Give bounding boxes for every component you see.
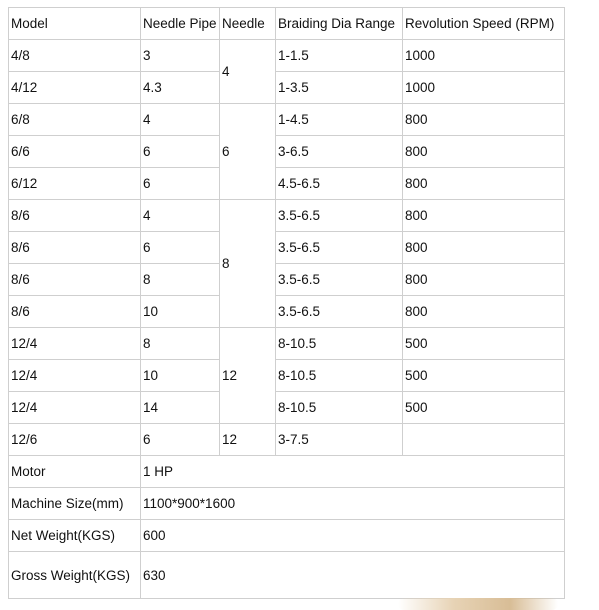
needle-pipe-cell: 6	[141, 424, 220, 456]
speed-cell: 800	[403, 264, 565, 296]
spec-value: 1100*900*1600	[141, 488, 565, 520]
header-revolution-speed: Revolution Speed (RPM)	[403, 8, 565, 40]
table-row	[9, 424, 565, 456]
needle-pipe-cell: 8	[141, 264, 220, 296]
spec-value: 600	[141, 520, 565, 552]
table-row	[9, 328, 565, 360]
braiding-dia-cell: 3-7.5	[276, 424, 403, 456]
spec-label: Motor	[9, 456, 141, 488]
model-cell: 12/4	[9, 328, 141, 360]
speed-cell: 500	[403, 360, 565, 392]
braiding-dia-cell: 1-4.5	[276, 104, 403, 136]
needle-pipe-cell: 10	[141, 360, 220, 392]
needle-cell: 8	[220, 200, 276, 328]
needle-pipe-cell: 8	[141, 328, 220, 360]
table-row	[9, 136, 565, 168]
braiding-dia-cell: 3.5-6.5	[276, 296, 403, 328]
header-braiding-dia-range: Braiding Dia Range	[276, 8, 403, 40]
speed-cell: 800	[403, 296, 565, 328]
model-cell: 8/6	[9, 264, 141, 296]
speed-cell: 800	[403, 232, 565, 264]
header-model: Model	[9, 8, 141, 40]
needle-pipe-cell: 4.3	[141, 72, 220, 104]
spec-value: 630	[141, 552, 565, 599]
table-row	[9, 40, 565, 72]
table-row	[9, 168, 565, 200]
needle-pipe-cell: 6	[141, 136, 220, 168]
spec-row-machine-size	[9, 488, 565, 520]
table-row	[9, 360, 565, 392]
needle-cell: 6	[220, 104, 276, 200]
table-row	[9, 104, 565, 136]
table-row	[9, 200, 565, 232]
header-row	[9, 8, 565, 40]
needle-cell: 12	[220, 328, 276, 424]
model-cell: 12/4	[9, 360, 141, 392]
spec-row-gross-weight	[9, 552, 565, 599]
needle-cell: 4	[220, 40, 276, 104]
braiding-dia-cell: 3-6.5	[276, 136, 403, 168]
speed-cell: 800	[403, 168, 565, 200]
braiding-dia-cell: 3.5-6.5	[276, 232, 403, 264]
model-cell: 12/6	[9, 424, 141, 456]
spec-label: Net Weight(KGS)	[9, 520, 141, 552]
braiding-dia-cell: 4.5-6.5	[276, 168, 403, 200]
model-cell: 8/6	[9, 296, 141, 328]
needle-pipe-cell: 6	[141, 168, 220, 200]
braiding-dia-cell: 1-1.5	[276, 40, 403, 72]
needle-cell: 12	[220, 424, 276, 456]
needle-pipe-cell: 14	[141, 392, 220, 424]
braiding-dia-cell: 8-10.5	[276, 360, 403, 392]
braiding-dia-cell: 3.5-6.5	[276, 264, 403, 296]
braiding-dia-cell: 1-3.5	[276, 72, 403, 104]
braiding-dia-cell: 8-10.5	[276, 328, 403, 360]
model-cell: 6/12	[9, 168, 141, 200]
needle-pipe-cell: 4	[141, 200, 220, 232]
table-row	[9, 296, 565, 328]
needle-pipe-cell: 6	[141, 232, 220, 264]
spec-row-net-weight	[9, 520, 565, 552]
specification-table	[8, 7, 565, 599]
model-cell: 6/6	[9, 136, 141, 168]
model-cell: 12/4	[9, 392, 141, 424]
speed-cell: 500	[403, 392, 565, 424]
model-cell: 4/8	[9, 40, 141, 72]
spec-label: Gross Weight(KGS)	[9, 552, 141, 599]
braiding-dia-cell: 8-10.5	[276, 392, 403, 424]
model-cell: 8/6	[9, 232, 141, 264]
needle-pipe-cell: 3	[141, 40, 220, 72]
needle-pipe-cell: 10	[141, 296, 220, 328]
spec-label: Machine Size(mm)	[9, 488, 141, 520]
header-needle-pipe: Needle Pipe	[141, 8, 220, 40]
braiding-dia-cell: 3.5-6.5	[276, 200, 403, 232]
speed-cell: 1000	[403, 72, 565, 104]
model-cell: 6/8	[9, 104, 141, 136]
needle-pipe-cell: 4	[141, 104, 220, 136]
decorative-background-fragment	[398, 598, 558, 610]
speed-cell: 800	[403, 104, 565, 136]
speed-cell	[403, 424, 565, 456]
spec-value: 1 HP	[141, 456, 565, 488]
model-cell: 4/12	[9, 72, 141, 104]
speed-cell: 800	[403, 200, 565, 232]
table-row	[9, 232, 565, 264]
table-row	[9, 72, 565, 104]
spec-row-motor	[9, 456, 565, 488]
model-cell: 8/6	[9, 200, 141, 232]
table-row	[9, 392, 565, 424]
header-needle: Needle	[220, 8, 276, 40]
speed-cell: 1000	[403, 40, 565, 72]
speed-cell: 500	[403, 328, 565, 360]
speed-cell: 800	[403, 136, 565, 168]
table-row	[9, 264, 565, 296]
